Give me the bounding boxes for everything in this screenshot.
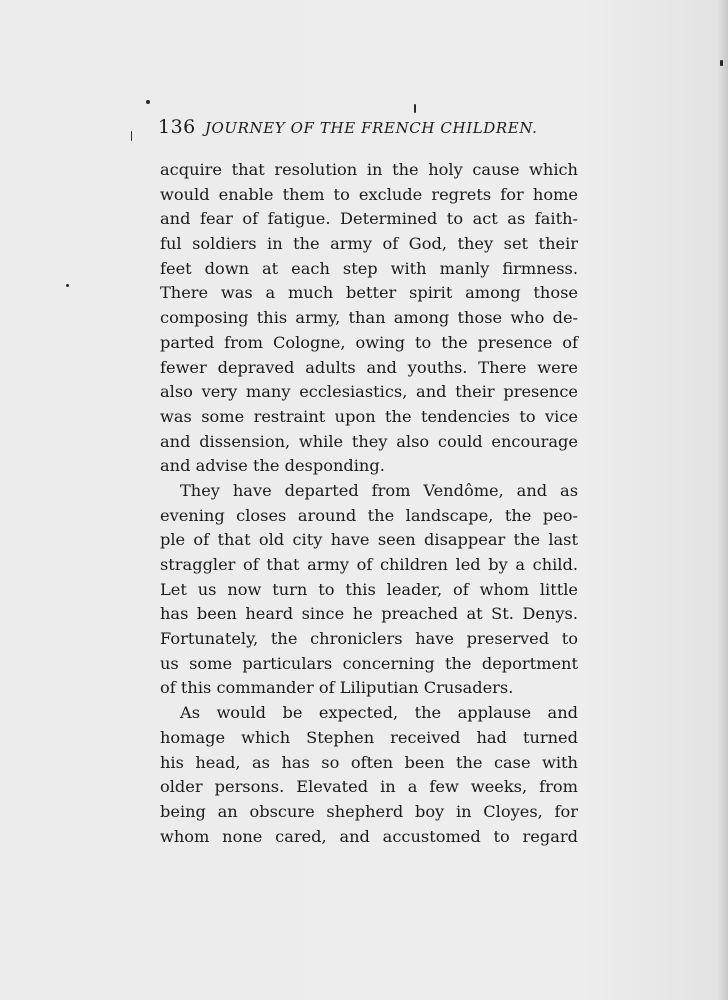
text-line: There was a much better spirit among those: [160, 283, 578, 303]
text-line: being an obscure shepherd boy in Cloyes, for: [160, 801, 578, 821]
text-line: Fortunately, the chroniclers have preserved to: [160, 629, 578, 649]
text-line: and dissension, while they also could encourage: [160, 431, 578, 451]
running-head-title: JOURNEY OF THE FRENCH CHILDREN.: [204, 119, 538, 137]
running-head: [158, 116, 578, 142]
paragraph-3: [160, 701, 578, 849]
text-line: of this commander of Liliputian Crusaders.: [160, 678, 514, 698]
text-line: older persons. Elevated in a few weeks, from: [160, 777, 578, 797]
text-line: feet down at each step with manly firmness.: [160, 258, 578, 278]
paragraph-2: [160, 479, 578, 701]
text-line: straggler of that army of children led by a child.: [160, 555, 578, 574]
text-line: acquire that resolution in the holy cause which: [160, 160, 578, 179]
text-line: ple of that old city have seen disappear the last: [160, 530, 578, 550]
text-line: whom none cared, and accustomed to regard: [160, 826, 578, 846]
page-edge-shadow: [718, 0, 728, 1000]
text-line: Let us now turn to this leader, of whom little: [160, 579, 578, 599]
text-line: his head, as has so often been the case with: [160, 752, 578, 772]
text-line: evening closes around the landscape, the peo-: [160, 505, 578, 525]
text-line: was some restraint upon the tendencies to vice: [160, 406, 578, 426]
text-line: has been heard since he preached at St. Denys.: [160, 604, 578, 624]
page-number: 136: [158, 116, 196, 138]
text-line: parted from Cologne, owing to the presence of: [160, 332, 578, 352]
text-line: and advise the desponding.: [160, 456, 385, 476]
body-text: [160, 158, 578, 849]
text-line: homage which Stephen received had turned: [160, 727, 578, 747]
speck: [131, 131, 132, 141]
text-line: us some particulars concerning the deportment: [160, 653, 578, 673]
speck: [66, 284, 69, 287]
paragraph-1: [160, 158, 578, 479]
speck: [414, 104, 416, 113]
text-line: They have departed from Vendôme, and as: [180, 480, 578, 500]
speck: [146, 100, 150, 104]
text-line: composing this army, than among those who de-: [160, 308, 578, 328]
text-line: As would be expected, the applause and: [180, 703, 578, 723]
text-line: would enable them to exclude regrets for home: [160, 184, 578, 204]
text-line: fewer depraved adults and youths. There were: [160, 357, 578, 377]
text-line: also very many ecclesiastics, and their presence: [160, 382, 578, 402]
speck: [720, 60, 723, 66]
text-line: and fear of fatigue. Determined to act as faith-: [160, 209, 578, 229]
text-line: ful soldiers in the army of God, they set their: [160, 234, 578, 254]
